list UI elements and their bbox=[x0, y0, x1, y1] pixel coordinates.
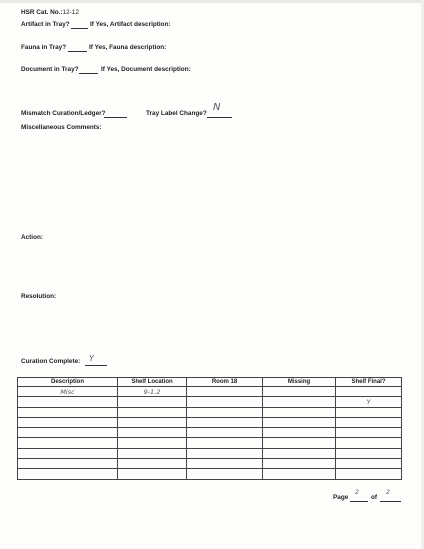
fauna-in-tray-field[interactable] bbox=[68, 44, 87, 52]
table-cell[interactable] bbox=[263, 417, 336, 427]
table-cell[interactable] bbox=[263, 469, 336, 479]
artifact-in-tray-label: Artifact in Tray? bbox=[21, 21, 70, 28]
mismatch-curation-ledger-label: Mismatch Curation/Ledger? bbox=[21, 110, 106, 117]
column-header-missing: Missing bbox=[263, 378, 336, 387]
fauna-description-label: If Yes, Fauna description: bbox=[89, 44, 167, 51]
table-cell[interactable] bbox=[187, 417, 263, 427]
table-cell[interactable] bbox=[187, 428, 263, 438]
table-row bbox=[18, 407, 402, 417]
catalog-number-label: HSR Cat. No.:12-12 bbox=[21, 9, 79, 16]
table-cell[interactable] bbox=[118, 428, 187, 438]
column-header-shelf-final: Shelf Final? bbox=[336, 378, 402, 387]
curation-complete-value: Y bbox=[89, 354, 94, 363]
table-cell[interactable] bbox=[18, 438, 118, 448]
table-cell[interactable] bbox=[336, 469, 402, 479]
of-label: of bbox=[371, 494, 378, 501]
table-cell[interactable] bbox=[18, 417, 118, 427]
table-cell[interactable] bbox=[118, 448, 187, 458]
table-cell[interactable]: Y bbox=[336, 397, 402, 407]
resolution-area[interactable] bbox=[21, 303, 401, 353]
table-cell[interactable] bbox=[187, 407, 263, 417]
table-cell[interactable]: Misc bbox=[18, 387, 118, 397]
table-cell[interactable] bbox=[263, 397, 336, 407]
table-row bbox=[18, 387, 402, 397]
table-row bbox=[18, 397, 402, 407]
table-cell[interactable] bbox=[263, 428, 336, 438]
table-cell[interactable] bbox=[336, 438, 402, 448]
table-cell[interactable] bbox=[336, 459, 402, 469]
table-row bbox=[18, 459, 402, 469]
curation-complete-label: Curation Complete: bbox=[21, 358, 81, 365]
table-row bbox=[18, 438, 402, 448]
table-cell[interactable]: 9-1.2 bbox=[118, 387, 187, 397]
table-row bbox=[18, 417, 402, 427]
table-cell[interactable] bbox=[187, 459, 263, 469]
table-cell[interactable] bbox=[118, 417, 187, 427]
column-header-description: Description bbox=[18, 378, 118, 387]
document-in-tray-field[interactable] bbox=[79, 66, 98, 74]
table-cell[interactable] bbox=[336, 387, 402, 397]
tray-label-change-value: N bbox=[213, 102, 221, 113]
tray-label-change-label: Tray Label Change? bbox=[146, 110, 207, 117]
page-total-field[interactable] bbox=[380, 494, 401, 502]
artifact-description-label: If Yes, Artifact description: bbox=[90, 21, 171, 28]
page-number-value: 2 bbox=[355, 489, 359, 496]
table-cell[interactable] bbox=[336, 417, 402, 427]
table-row bbox=[18, 428, 402, 438]
catalog-number-value: 12-12 bbox=[62, 9, 79, 16]
table-row bbox=[18, 448, 402, 458]
fauna-in-tray-label: Fauna in Tray? bbox=[21, 44, 67, 51]
miscellaneous-comments-label: Miscellaneous Comments: bbox=[21, 124, 102, 131]
artifact-in-tray-field[interactable] bbox=[71, 21, 88, 29]
table-cell[interactable] bbox=[118, 469, 187, 479]
table-cell[interactable] bbox=[263, 459, 336, 469]
table-cell[interactable] bbox=[263, 438, 336, 448]
table-cell[interactable] bbox=[18, 448, 118, 458]
action-label: Action: bbox=[21, 234, 44, 241]
column-header-room-18: Room 18 bbox=[187, 378, 263, 387]
table-cell[interactable] bbox=[336, 428, 402, 438]
curation-log-table bbox=[17, 377, 402, 480]
resolution-label: Resolution: bbox=[21, 293, 57, 300]
table-cell[interactable] bbox=[187, 387, 263, 397]
table-cell[interactable] bbox=[336, 407, 402, 417]
table-cell[interactable] bbox=[263, 407, 336, 417]
table-cell[interactable] bbox=[336, 448, 402, 458]
table-cell[interactable] bbox=[118, 438, 187, 448]
table-cell[interactable] bbox=[118, 407, 187, 417]
miscellaneous-comments-area[interactable] bbox=[21, 134, 401, 229]
table-cell[interactable] bbox=[18, 459, 118, 469]
table-cell[interactable] bbox=[18, 397, 118, 407]
page-number-field[interactable] bbox=[350, 494, 368, 502]
mismatch-curation-ledger-field[interactable] bbox=[104, 110, 127, 118]
page-total-value: 2 bbox=[386, 489, 390, 496]
table-cell[interactable] bbox=[18, 407, 118, 417]
page-label: Page bbox=[333, 494, 349, 501]
document-in-tray-label: Document in Tray? bbox=[21, 66, 79, 73]
document-description-label: If Yes, Document description: bbox=[101, 66, 191, 73]
table-cell[interactable] bbox=[263, 448, 336, 458]
table-cell[interactable] bbox=[18, 428, 118, 438]
table-cell[interactable] bbox=[187, 448, 263, 458]
column-header-shelf-location: Shelf Location bbox=[118, 378, 187, 387]
table-cell[interactable] bbox=[187, 469, 263, 479]
action-area[interactable] bbox=[21, 244, 401, 288]
scan-edge bbox=[0, 0, 424, 3]
table-cell[interactable] bbox=[263, 387, 336, 397]
table-cell[interactable] bbox=[18, 469, 118, 479]
table-header-row bbox=[18, 378, 402, 387]
table-cell[interactable] bbox=[118, 397, 187, 407]
table-cell[interactable] bbox=[187, 397, 263, 407]
table-row bbox=[18, 469, 402, 479]
table-cell[interactable] bbox=[118, 459, 187, 469]
table-cell[interactable] bbox=[187, 438, 263, 448]
